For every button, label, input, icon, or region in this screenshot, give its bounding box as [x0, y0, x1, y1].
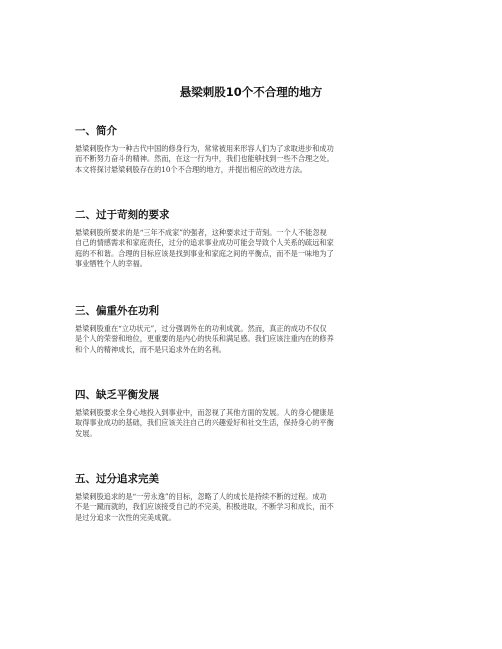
paragraph-line: 和个人的精神成长，而不是只追求外在的名利。: [75, 344, 226, 354]
section-paragraph: [75, 408, 431, 439]
paragraph-line: 悬梁刺股作为一种古代中国的修身行为，常常被用来形容人们为了求取进步和成功: [75, 144, 334, 153]
document-title: 悬梁刺股10个不合理的地方: [179, 85, 323, 99]
paragraph-line: 悬梁刺股要求全身心地投入到事业中，而忽视了其他方面的发展。人的身心健康是: [75, 408, 334, 417]
paragraph-line: 发展。: [75, 428, 97, 438]
section-perfectionism: [75, 473, 431, 523]
section-introduction: [75, 125, 431, 175]
paragraph-line: 不是一蹴而就的，我们应该接受自己的不完美，积极进取，不断学习和成长，而不: [75, 502, 334, 512]
paragraph-line: 取得事业成功的基础，我们应该关注自己的兴趣爱好和社交生活，保持身心的平衡: [75, 418, 334, 428]
paragraph-line: 悬梁刺股追求的是“一劳永逸”的目标，忽略了人的成长是持续不断的过程。成功: [75, 492, 327, 501]
section-heading: 三、偏重外在功利: [75, 305, 159, 317]
paragraph-line: 悬梁刺股所要求的是“三年不成家”的强者，这种要求过于苛刻。一个人不能忽视: [75, 228, 327, 237]
paragraph-line: 是个人的荣誉和地位，更重要的是内心的快乐和满足感。我们应该注重内在的修养: [75, 334, 334, 344]
paragraph-line: 自己的情感需求和家庭责任，过分的追求事业成功可能会导致个人关系的疏远和家: [75, 238, 334, 248]
section-heading: 一、简介: [75, 125, 117, 137]
section-paragraph: [75, 324, 431, 355]
section-unbalanced-development: [75, 389, 431, 439]
paragraph-line: 是过分追求一次性的完美成就。: [75, 512, 176, 522]
paragraph-line: 悬梁刺股重在“立功状元”，过分强调外在的功利成就。然而，真正的成功不仅仅: [75, 324, 327, 333]
section-heading: 四、缺乏平衡发展: [75, 389, 159, 401]
section-paragraph: [75, 228, 431, 270]
section-paragraph: [75, 492, 431, 523]
section-external-utility: [75, 305, 431, 355]
section-heading: 二、过于苛刻的要求: [75, 209, 170, 221]
section-harsh-requirements: [75, 209, 431, 270]
paragraph-line: 庭的不和谐。合理的目标应该是找到事业和家庭之间的平衡点，而不是一味地为了: [75, 248, 334, 258]
paragraph-line: 本文将探讨悬梁刺股存在的10个不合理的地方，并提出相应的改进方法。: [75, 164, 307, 174]
paragraph-line: 而不断努力奋斗的精神。然而，在这一行为中，我们也能够找到一些不合理之处。: [75, 154, 334, 164]
section-heading: 五、过分追求完美: [75, 473, 159, 485]
section-paragraph: [75, 144, 431, 175]
paragraph-line: 事业牺牲个人的幸福。: [75, 259, 147, 269]
